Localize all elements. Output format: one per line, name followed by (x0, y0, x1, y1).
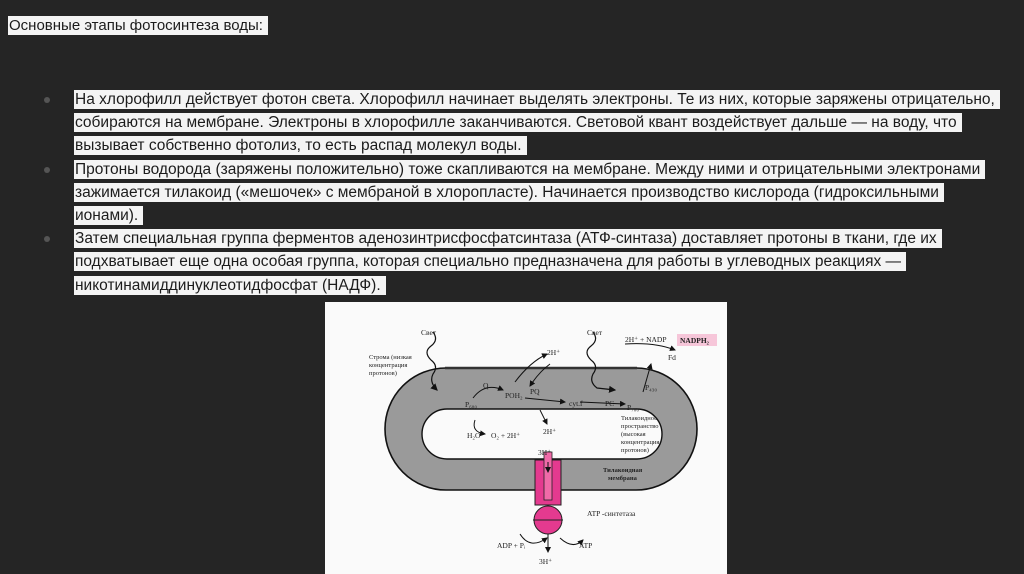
p430-label: P₄₃₀ (645, 383, 658, 392)
bullet-item (44, 88, 1004, 158)
p700-label: P₇₀₀ (627, 403, 640, 412)
water-label: H₂O (467, 431, 481, 440)
nadp-label: 2H⁺ + NADP (625, 335, 667, 344)
membrane-label: мембрана (608, 475, 637, 482)
photosynthesis-diagram (325, 302, 727, 574)
cytf-label: cyt.f (569, 399, 583, 408)
bullet-item (44, 227, 1004, 297)
bullet-text: Затем специальная группа ферментов аденозинтрисфосфатсинтаза (АТФ-синтаза) доставляет протоны в ткани, где их подхватывает еще одна особая группа, которая специально предназначена для работы в углеводных реакциях — никотинамиддинуклеотидфосфат (НАДФ). (74, 229, 942, 294)
poh2-label: POH₂ (505, 391, 523, 400)
page-title (8, 16, 268, 35)
bullet-dot-icon (44, 97, 50, 103)
bullet-item (44, 158, 1004, 228)
lumen-label: (высокая (621, 431, 646, 438)
bullet-list (44, 88, 1004, 297)
oxygen-label: O₂ + 2H⁺ (491, 431, 521, 440)
light-label-right: Свет (587, 328, 603, 337)
fd-label: Fd (668, 353, 676, 362)
stroma-label: концентрация (369, 362, 408, 369)
lumen-label: пространство (621, 423, 659, 430)
pq-label: PQ (530, 387, 540, 396)
adp-label: ADP + Pᵢ (497, 541, 526, 550)
q-label: Q (483, 381, 489, 390)
bullet-dot-icon (44, 167, 50, 173)
stroma-label: Строма (низкая (369, 354, 412, 361)
lumen-label: концентрация (621, 439, 660, 446)
light-label-left: Свет (421, 328, 437, 337)
atp-label: ATP (579, 541, 593, 550)
lumen-label: Тилакоидное (621, 415, 657, 422)
bullet-text: Протоны водорода (заряжены положительно) тоже скапливаются на мембране. Между ними и отрицательными электронами зажимается тилакоид («мешочек» с мембраной в хлоропласте). Начинается производство кислорода (гидроксильными ионами). (74, 160, 985, 225)
atp-synthase-label: ATP -синтетаза (587, 509, 636, 518)
lumen-label: протонов) (621, 447, 649, 454)
p680-label: P₆₈₀ (465, 400, 478, 409)
proton-label: 2H⁺ (547, 348, 561, 357)
proton-label: 3H⁺ (538, 448, 552, 457)
diagram-svg (325, 302, 727, 574)
nadph-label: NADPH₂ (680, 336, 709, 345)
page-title-text: Основные этапы фотосинтеза воды: (8, 16, 268, 35)
stroma-label: протонов) (369, 370, 397, 377)
proton-label: 2H⁺ (543, 427, 557, 436)
proton-label: 3H⁺ (539, 557, 553, 566)
membrane-label: Тилакоидная (603, 467, 643, 474)
pc-label: PC (605, 399, 615, 408)
bullet-text: На хлорофилл действует фотон света. Хлорофилл начинает выделять электроны. Те из них, которые заряжены отрицательно, собираются на мембране. Электроны в хлорофилле заканчиваются. Световой квант воздействует дальше — на воду, что вызывает собственно фотолиз, то есть распад молекул воды. (74, 90, 1000, 155)
bullet-dot-icon (44, 236, 50, 242)
